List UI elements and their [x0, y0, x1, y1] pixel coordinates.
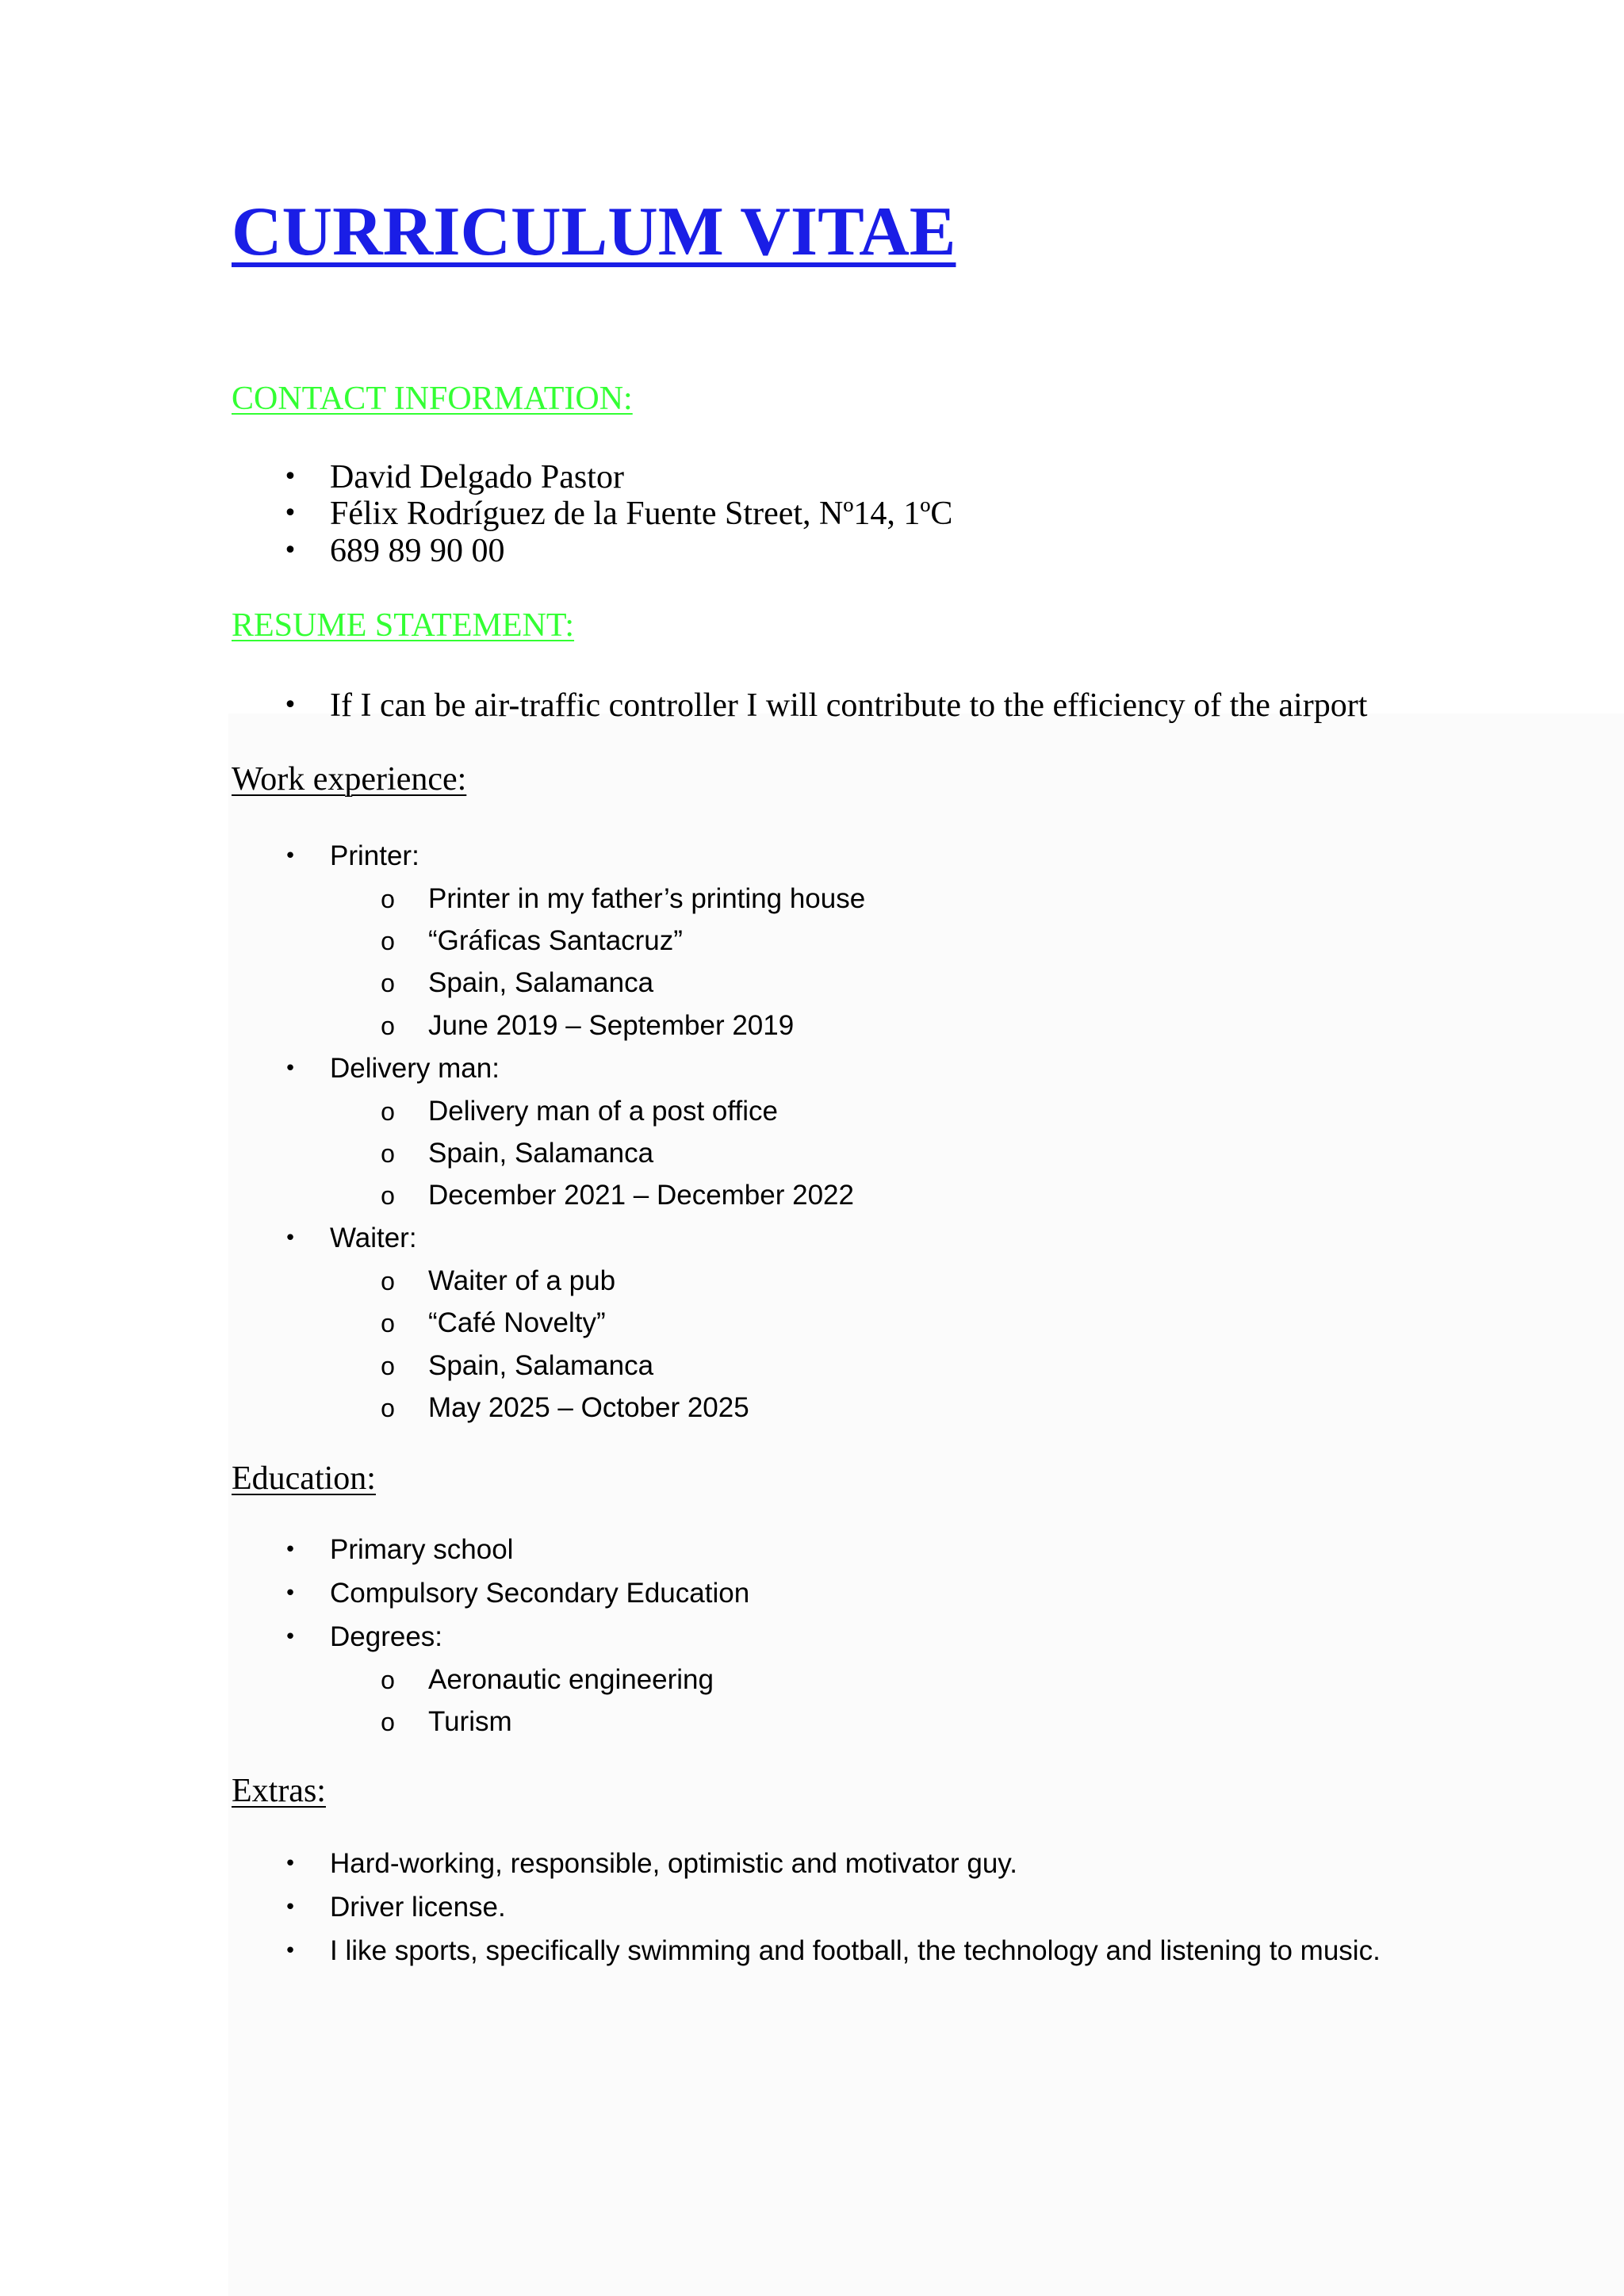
extras-item: [0, 1848, 1624, 1891]
education-item: [0, 1578, 1624, 1621]
bullet-icon: •: [284, 1226, 297, 1250]
circle-bullet-icon: o: [381, 927, 395, 955]
job-detail: [0, 1265, 1624, 1308]
job-detail: [0, 925, 1624, 968]
job-detail: [0, 1350, 1624, 1393]
degree-item: [0, 1706, 1624, 1749]
contact-name: David Delgado Pastor: [330, 459, 624, 496]
circle-bullet-icon: o: [381, 885, 395, 913]
job-waiter: [0, 1223, 1624, 1265]
degree-text: Aeronautic engineering: [428, 1664, 714, 1695]
circle-bullet-icon: o: [381, 1666, 395, 1694]
job-detail-text: Printer in my father’s printing house: [428, 883, 866, 914]
bullet-icon: •: [284, 1896, 297, 1919]
education-item: [0, 1621, 1624, 1664]
job-detail-text: Spain, Salamanca: [428, 967, 654, 998]
bullet-icon: •: [283, 691, 297, 719]
contact-item-address: [0, 495, 1624, 538]
bullet-icon: •: [284, 1939, 297, 1963]
job-detail-text: “Café Novelty”: [428, 1307, 606, 1338]
circle-bullet-icon: o: [381, 1708, 395, 1736]
job-detail: [0, 1010, 1624, 1053]
extras-heading: Extras:: [232, 1773, 326, 1809]
extras-item: [0, 1892, 1624, 1934]
education-heading: Education:: [232, 1460, 376, 1497]
job-detail-text: “Gráficas Santacruz”: [428, 925, 683, 956]
bullet-icon: •: [284, 1625, 297, 1649]
job-label: Waiter:: [330, 1223, 417, 1253]
circle-bullet-icon: o: [381, 1181, 395, 1210]
bullet-icon: •: [284, 1852, 297, 1876]
education-text: Primary school: [330, 1534, 514, 1565]
job-label: Delivery man:: [330, 1053, 500, 1084]
work-heading: Work experience:: [232, 761, 467, 798]
job-detail-text: May 2025 – October 2025: [428, 1392, 749, 1423]
circle-bullet-icon: o: [381, 1352, 395, 1380]
job-detail-text: Spain, Salamanca: [428, 1350, 654, 1381]
job-detail: [0, 1138, 1624, 1181]
contact-phone: 689 89 90 00: [330, 533, 505, 569]
circle-bullet-icon: o: [381, 1267, 395, 1295]
job-detail-text: Delivery man of a post office: [428, 1096, 778, 1127]
bullet-icon: •: [284, 844, 297, 868]
job-detail: [0, 1307, 1624, 1350]
degree-text: Turism: [428, 1706, 512, 1737]
circle-bullet-icon: o: [381, 969, 395, 997]
circle-bullet-icon: o: [381, 1309, 395, 1337]
job-detail: [0, 1392, 1624, 1435]
extras-text: I like sports, specifically swimming and football, the technology and listening to music.: [330, 1935, 1381, 1966]
bullet-icon: •: [283, 463, 297, 491]
job-detail-text: Spain, Salamanca: [428, 1138, 654, 1169]
resume-item: [0, 687, 1624, 729]
job-delivery-man: [0, 1053, 1624, 1096]
circle-bullet-icon: o: [381, 1097, 395, 1126]
contact-item-phone: [0, 532, 1624, 575]
extras-text: Driver license.: [330, 1892, 506, 1923]
job-detail: [0, 883, 1624, 926]
job-detail: [0, 967, 1624, 1010]
education-text: Compulsory Secondary Education: [330, 1578, 750, 1609]
job-detail-text: Waiter of a pub: [428, 1265, 616, 1296]
bullet-icon: •: [284, 1538, 297, 1562]
contact-address: Félix Rodríguez de la Fuente Street, Nº14, 1ºC: [330, 496, 953, 532]
circle-bullet-icon: o: [381, 1394, 395, 1422]
degree-item: [0, 1664, 1624, 1707]
circle-bullet-icon: o: [381, 1012, 395, 1040]
education-item: [0, 1534, 1624, 1577]
extras-text: Hard-working, responsible, optimistic and motivator guy.: [330, 1848, 1017, 1879]
bullet-icon: •: [283, 499, 297, 527]
job-detail: [0, 1096, 1624, 1138]
job-detail: [0, 1180, 1624, 1223]
bullet-icon: •: [283, 537, 297, 564]
extras-item: [0, 1935, 1624, 1978]
circle-bullet-icon: o: [381, 1139, 395, 1168]
resume-heading: RESUME STATEMENT:: [232, 607, 575, 644]
resume-statement: If I can be air-traffic controller I will contribute to the efficiency of the airport: [330, 687, 1368, 724]
education-text: Degrees:: [330, 1621, 443, 1652]
cv-title: CURRICULUM VITAE: [232, 193, 956, 270]
bullet-icon: •: [284, 1582, 297, 1605]
job-detail-text: June 2019 – September 2019: [428, 1010, 795, 1041]
job-detail-text: December 2021 – December 2022: [428, 1180, 854, 1211]
job-label: Printer:: [330, 840, 419, 871]
bullet-icon: •: [284, 1057, 297, 1081]
contact-heading: CONTACT INFORMATION:: [232, 381, 633, 417]
job-printer: [0, 840, 1624, 883]
